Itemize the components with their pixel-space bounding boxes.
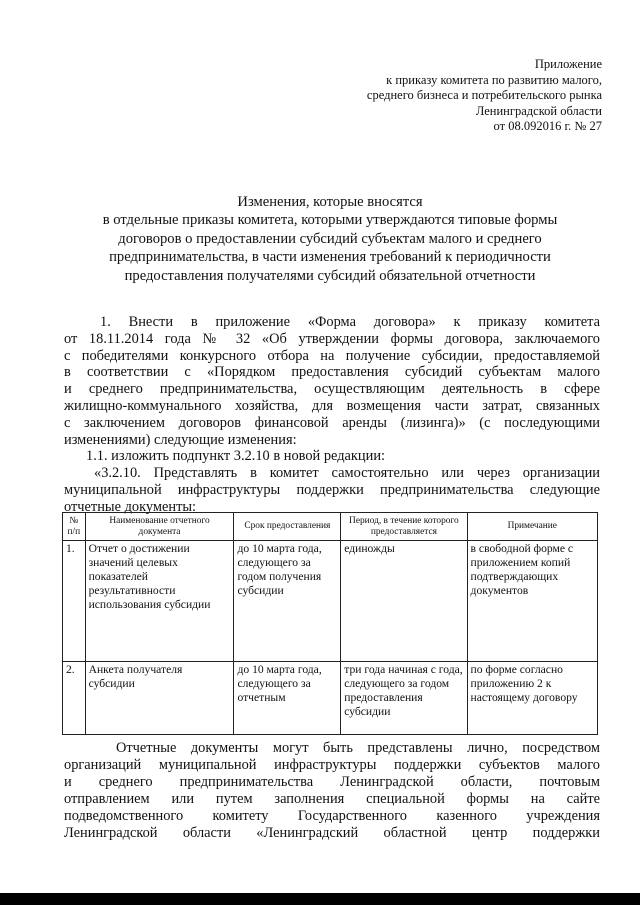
text-line: 1. Внести в приложение «Форма договора» к приказу комитета <box>100 314 600 330</box>
title-line: предоставления получателями субсидий обязательной отчетности <box>124 267 536 284</box>
cell-note: по форме согласно приложению 2 к настоящему договору <box>467 662 597 735</box>
cell-term: до 10 марта года, следующего за годом получения субсидии <box>234 541 341 662</box>
title-line: предпринимательства, в части изменения требований к периодичности <box>109 249 551 266</box>
text-line: отчетные документы: <box>64 498 197 515</box>
title-line: Изменения, которые вносятся <box>237 194 423 210</box>
cell-term: до 10 марта года, следующего за отчетным <box>234 662 341 735</box>
text-line: в соответствии с «Порядком предоставления субсидий субъектам малого <box>64 364 600 381</box>
text-line: с заключением договоров финансовой аренды (лизинга)» (с последующими <box>64 414 600 431</box>
paragraph-2: 1.1. изложить подпункт 3.2.10 в новой редакции: <box>86 448 386 465</box>
text-line: Отчетные документы могут быть представлены лично, посредством <box>116 740 600 756</box>
scan-edge <box>0 893 640 905</box>
text-line: Ленинградской области «Ленинградский областной центр поддержки <box>64 824 600 841</box>
text-line: изменениями) следующие изменения: <box>64 431 297 448</box>
appendix-line: Приложение <box>534 57 602 71</box>
cell-name: Отчет о достижении значений целевых показателей результативности использования субсидии <box>85 541 234 662</box>
paragraph-1 <box>64 314 600 331</box>
title-line: договоров о предоставлении субсидий субъектам малого и среднего <box>118 230 542 247</box>
cell-period: единожды <box>341 541 467 662</box>
header-num: № п/п <box>63 513 86 541</box>
table-row <box>63 541 598 662</box>
text-line: от 18.11.2014 года № 32 «Об утверждении формы договора, заключаемого <box>64 330 600 347</box>
text-line: и среднего предпринимательства Ленинградской области, почтовым <box>64 773 600 790</box>
cell-name: Анкета получателя субсидии <box>85 662 234 735</box>
text-line: «3.2.10. Представлять в комитет самостоятельно или через организации <box>94 465 600 482</box>
text-line: жилищно-коммунального хозяйства, для возмещения части затрат, связанных <box>64 397 600 414</box>
document-title <box>64 193 596 285</box>
header-note: Примечание <box>467 513 597 541</box>
header-name: Наименование отчетного документа <box>85 513 234 541</box>
text-line: организаций муниципальной инфраструктуры поддержки субъектов малого <box>64 756 600 773</box>
appendix-line: к приказу комитета по развитию малого, <box>386 72 602 87</box>
cell-note: в свободной форме с приложением копий подтверждающих документов <box>467 541 597 662</box>
reports-table <box>62 512 598 735</box>
text-line: с победителями конкурсного отбора на получение субсидии, предоставляемой <box>64 347 600 364</box>
appendix-line: среднего бизнеса и потребительского рынка <box>366 88 602 102</box>
header-term: Срок предоставления <box>234 513 341 541</box>
cell-num: 1. <box>63 541 86 662</box>
cell-period: три года начиная с года, следующего за годом предоставления субсидии <box>341 662 467 735</box>
text-line: муниципальной инфраструктуры поддержки предпринимательства следующие <box>64 481 600 498</box>
appendix-header <box>302 57 602 135</box>
text-line: подведомственного комитету Государственного казенного учреждения <box>64 807 600 824</box>
title-line: в отдельные приказы комитета, которыми утверждаются типовые формы <box>102 212 558 229</box>
header-period: Период, в течение которого предоставляется <box>341 513 467 541</box>
main-body <box>64 314 600 516</box>
appendix-line: Ленинградской области <box>475 103 602 118</box>
text-line: отправлением или путем заполнения специальной формы на сайте <box>64 790 600 807</box>
table-row <box>63 662 598 735</box>
text-line: и среднего предпринимательства, осуществляющим деятельность в сфере <box>64 381 600 398</box>
cell-num: 2. <box>63 662 86 735</box>
closing-paragraph <box>64 740 600 841</box>
table-header-row <box>63 513 598 541</box>
appendix-line: от 08.092016 г. № 27 <box>493 119 602 133</box>
